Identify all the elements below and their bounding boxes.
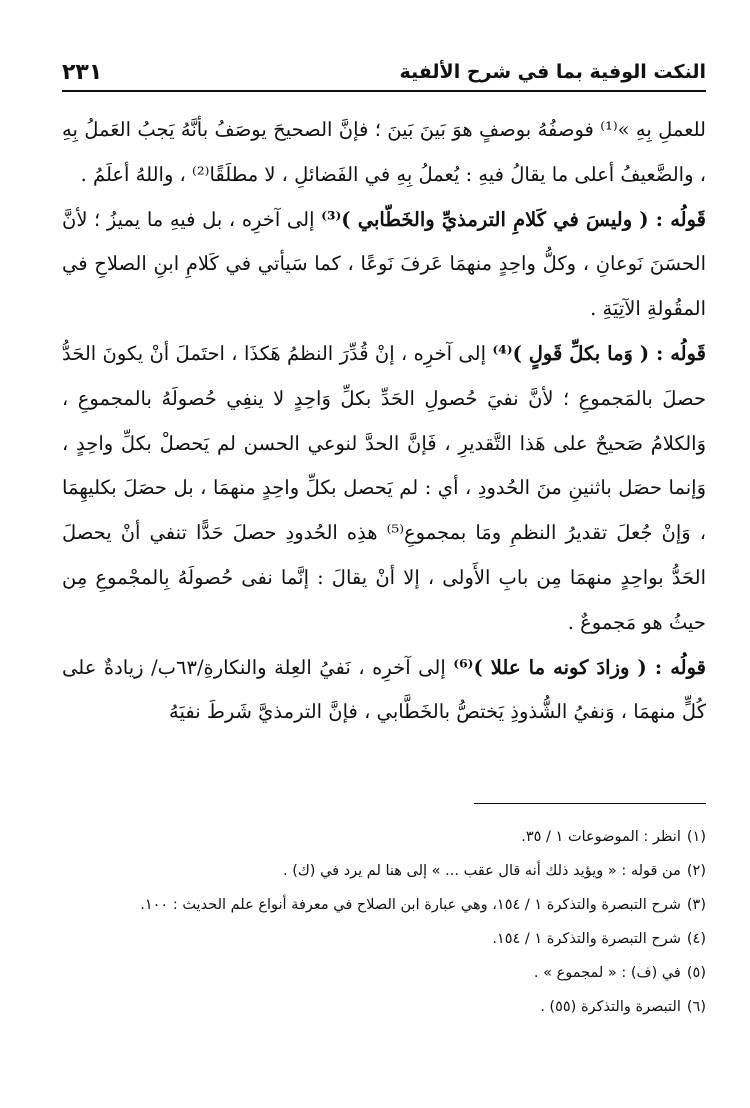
paragraph-text: للعملِ بِهِ »⁽¹⁾ فوصفُهُ بوصفٍ هوَ بَينَ بَينَ ؛ فإنَّ الصحيحَ يوصَفُ بأنَّهُ يَجبُ العَملُ بِهِ ، والضَّعيفُ أعلى ما يقالُ فيهِ : يُعملُ بِهِ في الفَضائلِ ، لا مطلَقًا⁽²⁾ ، واللهُ أعلَمُ . — [62, 118, 706, 186]
footnote-text: التبصرة والتذكرة (٥٥) . — [540, 999, 681, 1015]
paragraph-lead: قَولُه : — [649, 341, 706, 365]
footnote — [62, 820, 706, 854]
footnote-number: (٤) — [686, 931, 706, 947]
main-text — [62, 108, 706, 748]
quoted-verse: ( وَما بكلِّ قَولٍ )⁽⁴⁾ — [492, 341, 650, 365]
footnotes — [62, 820, 706, 1024]
footnote — [62, 888, 706, 922]
paragraph — [62, 108, 706, 198]
paragraph-text: إلى آخرِه ، إنْ قُدِّرَ النظمُ هَكذَا ، احتَملَ أنْ يكونَ الحَدُّ حصلَ بالمَجموعِ ؛ لأنَّ نفيَ حُصولِ الحَدِّ بكلِّ وَاحِدٍ لا ينفِي حُصولَهُ بالمجموعِ ، وَالكلامُ صَحيحٌ على هَذا التَّقديرِ ، فَإنَّ الحدَّ لنوعي الحسن لم يَحصلْ بكلِّ واحِدٍ ، وَإنما حصَل باثنينِ منَ الحُدودِ ، أي : لم يَحصل بكلِّ واحِدٍ منهمَا ، بل حصَلَ بكليهِمَا ، وَإنْ جُعلَ تقديرُ النظمِ ومَا بمجموعِ⁽⁵⁾ هذِه الحُدودِ حصلَ حَدًّا تنفي أنْ يحصلَ الحَدُّ بواحِدٍ منهمَا مِن بابِ الأَولى ، إلا أنْ يقالَ : إنَّما نفى حُصولَهُ بِالمجْموعِ مِن حيثُ هو مَجموعٌ . — [62, 341, 706, 634]
page-number: ٢٣١ — [62, 59, 103, 85]
footnote-text: في (ف) : « لمجموع » . — [533, 965, 681, 981]
paragraph — [62, 332, 706, 646]
paragraph-lead: قَولُه : — [648, 207, 706, 231]
running-header — [62, 54, 706, 92]
footnote — [62, 854, 706, 888]
paragraph-text: إلى آخرِه ، نَفيُ العِلة والنكارةِ/٦٣ب/ زيادةٌ على كُلٍّ منهمَا ، وَنفيُ الشُّذوذِ يَختصُّ بالخَطَّابي ، فإنَّ الترمذيَّ شَرطَ نفيَهُ — [62, 655, 706, 724]
footnote-number: (٥) — [686, 965, 706, 981]
footnote-text: انظر : الموضوعات ١ / ٣٥. — [521, 829, 681, 845]
paragraph-text: إلى آخرِه ، بل فيهِ ما يميزُ ؛ لأنَّ الحسَنَ نَوعانِ ، وكلُّ واحِدٍ منهمَا عَرفَ نَوعًا ، كما سَيأتي في كَلامِ ابنِ الصلاحِ في المقُولةِ الآتِيَةِ . — [62, 207, 706, 321]
footnote-separator — [474, 803, 706, 804]
quoted-verse: ( وزادَ كونه ما عللا )⁽⁶⁾ — [453, 655, 647, 679]
footnote-text: شرح التبصرة والتذكرة ١ / ١٥٤، وهي عبارة ابن الصلاح في معرفة أنواع علم الحديث : ١٠٠. — [140, 897, 681, 913]
footnote — [62, 990, 706, 1024]
paragraph — [62, 198, 706, 332]
footnote — [62, 956, 706, 990]
footnote-number: (٣) — [686, 897, 706, 913]
book-title: النكت الوفية بما في شرح الألفية — [399, 61, 706, 83]
footnote — [62, 922, 706, 956]
footnote-text: من قوله : « ويؤيد ذلك أنه قال عقب ... » إلى هنا لم يرد في (ك) . — [282, 863, 681, 879]
paragraph — [62, 646, 706, 736]
paragraph-lead: قولُه : — [646, 655, 706, 679]
footnote-number: (٢) — [686, 863, 706, 879]
quoted-verse: ( وليسَ في كَلامِ الترمذيِّ والخَطّابي )⁽³⁾ — [321, 207, 649, 231]
footnote-number: (١) — [686, 829, 706, 845]
footnote-text: شرح التبصرة والتذكرة ١ / ١٥٤. — [492, 931, 681, 947]
footnote-number: (٦) — [686, 999, 706, 1015]
